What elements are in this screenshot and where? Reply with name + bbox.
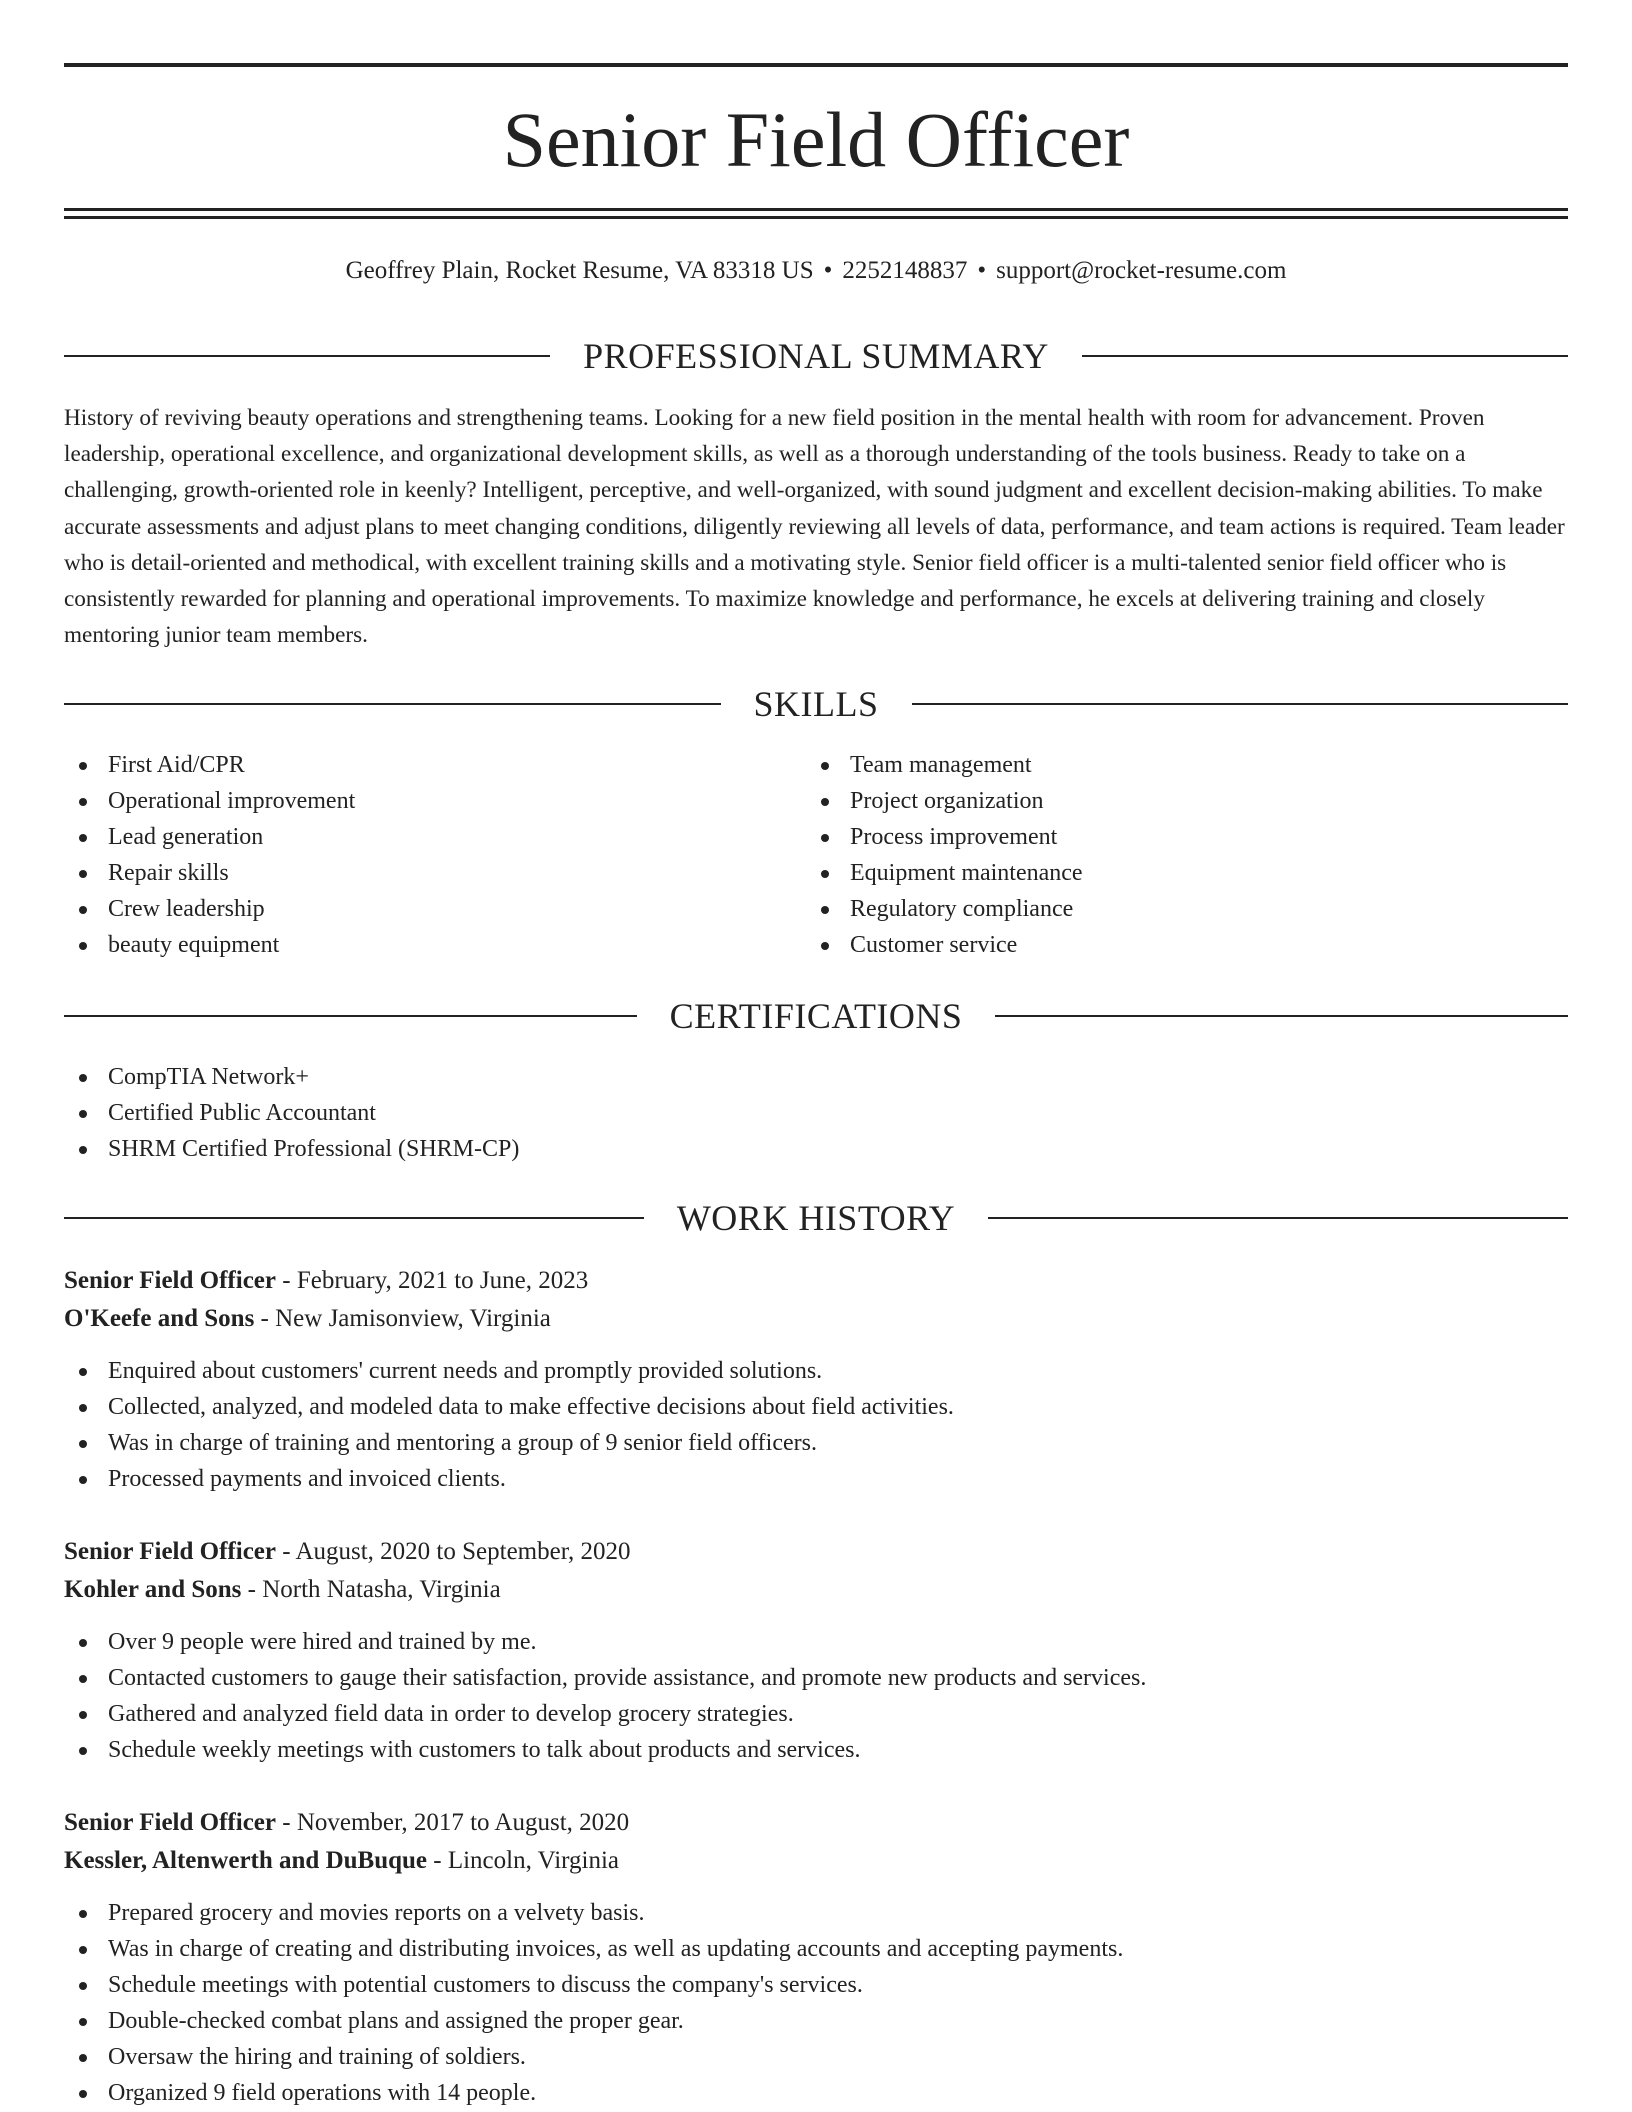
- job-bullet: Collected, analyzed, and modeled data to make effective decisions about field activities.: [64, 1389, 1568, 1425]
- skill-item: beauty equipment: [64, 927, 804, 963]
- contact-email[interactable]: support@rocket-resume.com: [996, 257, 1287, 284]
- job-entry: [64, 1533, 1568, 1768]
- certification-item: CompTIA Network+: [64, 1059, 1568, 1095]
- top-rule: [64, 63, 1568, 67]
- job-company-line: [64, 1571, 1568, 1609]
- job-bullet: Prepared grocery and movies reports on a velvety basis.: [64, 1895, 1568, 1931]
- section-rule-right: [912, 703, 1569, 705]
- job-company-line: [64, 1842, 1568, 1880]
- section-header-work-history: [64, 1196, 1568, 1240]
- title-double-rule-lower: [64, 216, 1568, 219]
- job-bullet: Double-checked combat plans and assigned the proper gear.: [64, 2003, 1568, 2039]
- certification-item: SHRM Certified Professional (SHRM-CP): [64, 1131, 1568, 1167]
- job-bullet: Gathered and analyzed field data in order to develop grocery strategies.: [64, 1696, 1568, 1732]
- skill-item: First Aid/CPR: [64, 747, 804, 783]
- job-bullet: Contacted customers to gauge their satisfaction, provide assistance, and promote new products and services.: [64, 1660, 1568, 1696]
- job-bullets: [64, 1624, 1568, 1768]
- job-company-line: [64, 1300, 1568, 1338]
- section-rule-right: [995, 1015, 1568, 1017]
- contact-separator: •: [977, 257, 987, 284]
- job-company: O'Keefe and Sons: [64, 1305, 255, 1332]
- job-dates: - August, 2020 to September, 2020: [276, 1538, 631, 1565]
- job-bullet: Over 9 people were hired and trained by me.: [64, 1624, 1568, 1660]
- job-bullet: Schedule meetings with potential customers to discuss the company's services.: [64, 1967, 1568, 2003]
- job-dates: - February, 2021 to June, 2023: [276, 1267, 589, 1294]
- job-company: Kessler, Altenwerth and DuBuque: [64, 1847, 428, 1874]
- section-title-summary: PROFESSIONAL SUMMARY: [583, 336, 1049, 376]
- contact-separator: •: [823, 257, 833, 284]
- job-entry: [64, 1262, 1568, 1497]
- skill-item: Regulatory compliance: [806, 891, 1546, 927]
- contact-phone: 2252148837: [842, 257, 968, 284]
- certifications-list: [64, 1059, 1568, 1167]
- section-rule-left: [64, 1217, 644, 1219]
- skill-item: Equipment maintenance: [806, 855, 1546, 891]
- skill-item: Process improvement: [806, 819, 1546, 855]
- contact-address: Geoffrey Plain, Rocket Resume, VA 83318 US: [345, 257, 814, 284]
- job-bullets: [64, 1353, 1568, 1497]
- contact-line: [64, 254, 1568, 288]
- job-bullet: Processed payments and invoiced clients.: [64, 1461, 1568, 1497]
- job-title: Senior Field Officer: [64, 1538, 276, 1565]
- skill-item: Lead generation: [64, 819, 804, 855]
- skill-item: Crew leadership: [64, 891, 804, 927]
- summary-paragraph: History of reviving beauty operations and strengthening teams. Looking for a new field position in the mental health with room for advancement. Proven leadership, operational excellence, and organizational development skills, as well as a thorough understanding of the tools business. Ready to take on a challenging, growth-oriented role in keenly? Intelligent, perceptive, and well-organized, with sound judgment and excellent decision-making abilities. To make accurate assessments and adjust plans to meet changing conditions, diligently reviewing all levels of data, performance, and team actions is required. Team leader who is detail-oriented and methodical, with excellent training skills and a motivating style. Senior field officer is a multi-talented senior field officer who is consistently rewarded for planning and operational improvements. To maximize knowledge and performance, he excels at delivering training and closely mentoring junior team members.: [64, 405, 1565, 649]
- section-rule-right: [1082, 355, 1568, 357]
- job-title-line: [64, 1533, 1568, 1571]
- section-rule-left: [64, 1015, 637, 1017]
- section-header-skills: [64, 682, 1568, 726]
- job-location: - North Natasha, Virginia: [241, 1576, 501, 1603]
- skill-item: Project organization: [806, 783, 1546, 819]
- job-title-line: [64, 1262, 1568, 1300]
- skill-item: Operational improvement: [64, 783, 804, 819]
- section-header-summary: [64, 334, 1568, 378]
- skill-item: Repair skills: [64, 855, 804, 891]
- job-company: Kohler and Sons: [64, 1576, 242, 1603]
- skill-item: Customer service: [806, 927, 1546, 963]
- section-rule-left: [64, 703, 721, 705]
- job-bullet: Oversaw the hiring and training of soldiers.: [64, 2039, 1568, 2075]
- skills-list-left: [64, 747, 804, 963]
- section-header-certifications: [64, 994, 1568, 1038]
- section-rule-right: [988, 1217, 1568, 1219]
- job-dates: - November, 2017 to August, 2020: [276, 1809, 630, 1836]
- job-bullets: [64, 1895, 1568, 2111]
- job-entry: [64, 1804, 1568, 2111]
- skills-list-right: [806, 747, 1546, 963]
- job-bullet: Schedule weekly meetings with customers to talk about products and services.: [64, 1732, 1568, 1768]
- resume-title: Senior Field Officer: [502, 96, 1130, 183]
- job-bullet: Organized 9 field operations with 14 people.: [64, 2075, 1568, 2111]
- job-bullet: Enquired about customers' current needs and promptly provided solutions.: [64, 1353, 1568, 1389]
- job-title: Senior Field Officer: [64, 1809, 276, 1836]
- job-title-line: [64, 1804, 1568, 1842]
- section-rule-left: [64, 355, 550, 357]
- title-double-rule-upper: [64, 208, 1568, 211]
- job-location: - New Jamisonview, Virginia: [254, 1305, 551, 1332]
- certification-item: Certified Public Accountant: [64, 1095, 1568, 1131]
- section-title-work-history: WORK HISTORY: [676, 1198, 956, 1238]
- skill-item: Team management: [806, 747, 1546, 783]
- section-title-skills: SKILLS: [753, 684, 879, 724]
- job-bullet: Was in charge of creating and distributing invoices, as well as updating accounts and accepting payments.: [64, 1931, 1568, 1967]
- job-bullet: Was in charge of training and mentoring a group of 9 senior field officers.: [64, 1425, 1568, 1461]
- job-location: - Lincoln, Virginia: [427, 1847, 620, 1874]
- job-title: Senior Field Officer: [64, 1267, 276, 1294]
- section-title-certifications: CERTIFICATIONS: [669, 996, 963, 1036]
